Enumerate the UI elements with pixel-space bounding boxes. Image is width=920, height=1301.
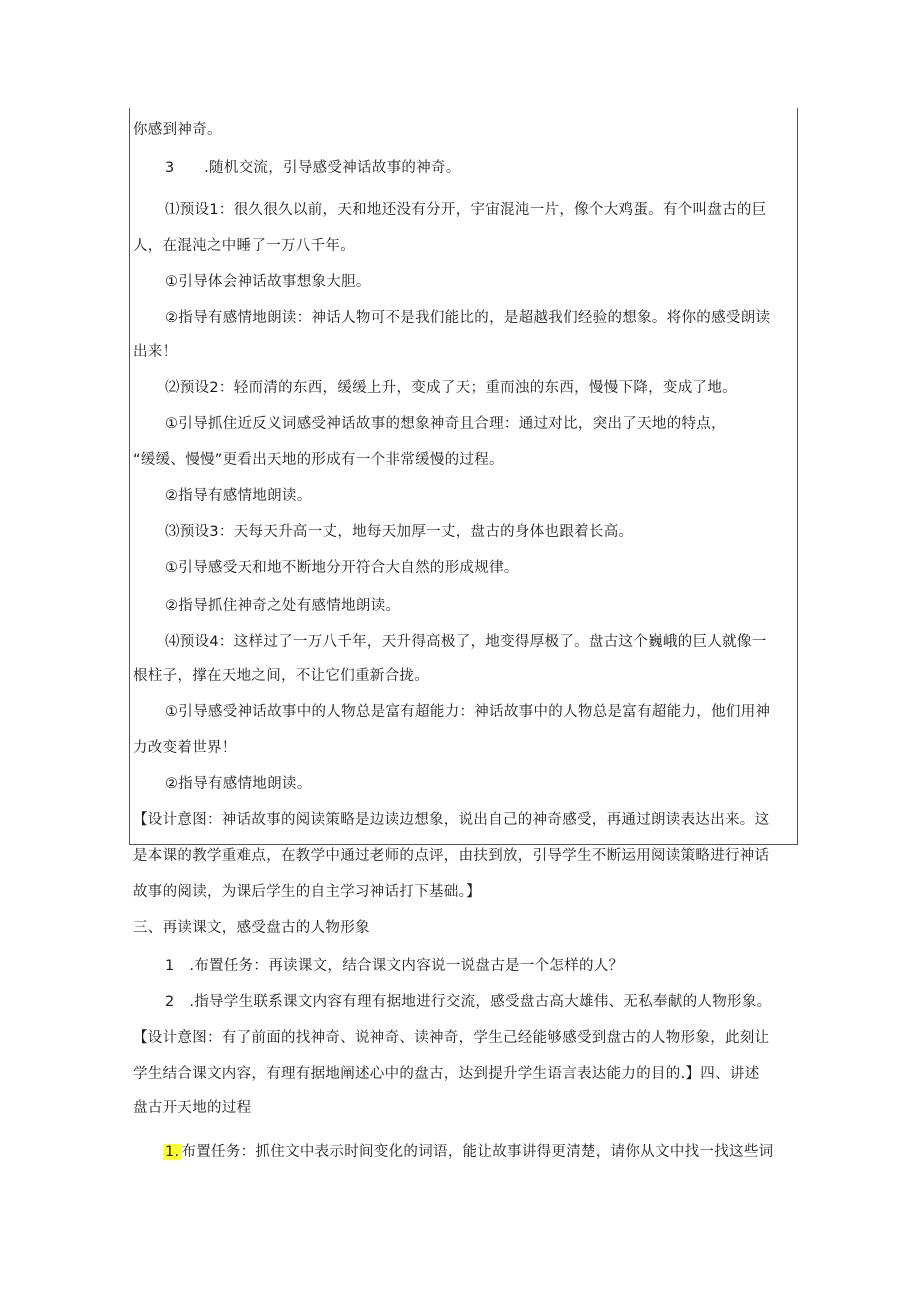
text-line: ①引导感受神话故事中的人物总是富有超能力：神话故事中的人物总是富有超能力，他们用神 (165, 704, 771, 720)
design-intent-line: 是本课的教学重难点，在教学中通过老师的点评，由扶到放，引导学生不断运用阅读策略进行神话 (133, 848, 770, 864)
text-line: 1 .布置任务：再读课文，结合课文内容说一说盘古是一个怎样的人？ (165, 958, 624, 974)
text-line: ①引导感受天和地不断地分开符合大自然的形成规律。 (165, 560, 519, 576)
text-line: ①引导体会神话故事想象大胆。 (165, 274, 371, 290)
text-line: ②指导有感情地朗读。 (165, 776, 312, 792)
text-line: ⑶预设3：天每天升高一丈，地每天加厚一丈，盘古的身体也跟着长高。 (165, 524, 634, 540)
design-intent-line: 学生结合课文内容，有理有据地阐述心中的盘古，达到提升学生语言表达能力的目的.】四、讲述 (133, 1066, 760, 1082)
highlighted-number: 1. (165, 1144, 180, 1160)
design-intent-line: 故事的阅读，为课后学生的自主学习神话打下基础。】 (133, 884, 481, 900)
design-intent-line: 【设计意图：有了前面的找神奇、说神奇、读神奇，学生己经能够感受到盘古的人物形象，此刻让 (133, 1030, 770, 1046)
footer-task-text: 布置任务：抓住文中表示时间变化的词语，能让故事讲得更清楚，请你从文中找一找这些词 (181, 1144, 774, 1160)
text-line: ⑵预设2：轻而清的东西，缓缓上升，变成了天；重而浊的东西，慢慢下降，变成了地。 (165, 380, 737, 396)
design-intent-line: 【设计意图：神话故事的阅读策略是边读边想象，说出自己的神奇感受，再通过朗读表达出来。这 (133, 812, 770, 828)
text-line: 3 .随机交流，引导感受神话故事的神奇。 (165, 160, 461, 176)
text-line: ②指导有感情地朗读：神话人物可不是我们能比的，是超越我们经验的想象。将你的感受朗读 (165, 310, 771, 326)
text-line: 出来！ (133, 344, 178, 360)
text-line: 2 .指导学生联系课文内容有理有据地进行交流，感受盘古高大雄伟、无私奉献的人物形象。 (165, 994, 772, 1010)
text-line: 根柱子，撑在天地之间，不让它们重新合拢。 (133, 668, 429, 684)
text-line: ②指导有感情地朗读。 (165, 488, 312, 504)
design-intent-line: 盘古开天地的过程 (133, 1100, 252, 1116)
text-line: 人，在混沌之中睡了一万八千年。 (133, 238, 355, 254)
text-line: ⑷预设4：这样过了一万八千年，天升得高极了，地变得厚极了。盘古这个巍峨的巨人就像一 (165, 634, 767, 650)
text-line: ①引导抓住近反义词感受神话故事的想象神奇且合理：通过对比，突出了天地的特点， (165, 416, 726, 432)
text-line: ②指导抓住神奇之处有感情地朗读。 (165, 598, 401, 614)
text-line: 你感到神奇。 (133, 122, 222, 138)
footer-task-line (163, 1142, 773, 1162)
text-line: ⑴预设1：很久很久以前，天和地还没有分开，宇宙混沌一片，像个大鸡蛋。有个叫盘古的巨 (165, 202, 767, 218)
text-line: 力改变着世界！ (133, 740, 237, 756)
text-line: “缓缓、慢慢”更看出天地的形成有一个非常缓慢的过程。 (133, 452, 504, 468)
section-heading: 三、再读课文，感受盘古的人物形象 (133, 920, 370, 936)
